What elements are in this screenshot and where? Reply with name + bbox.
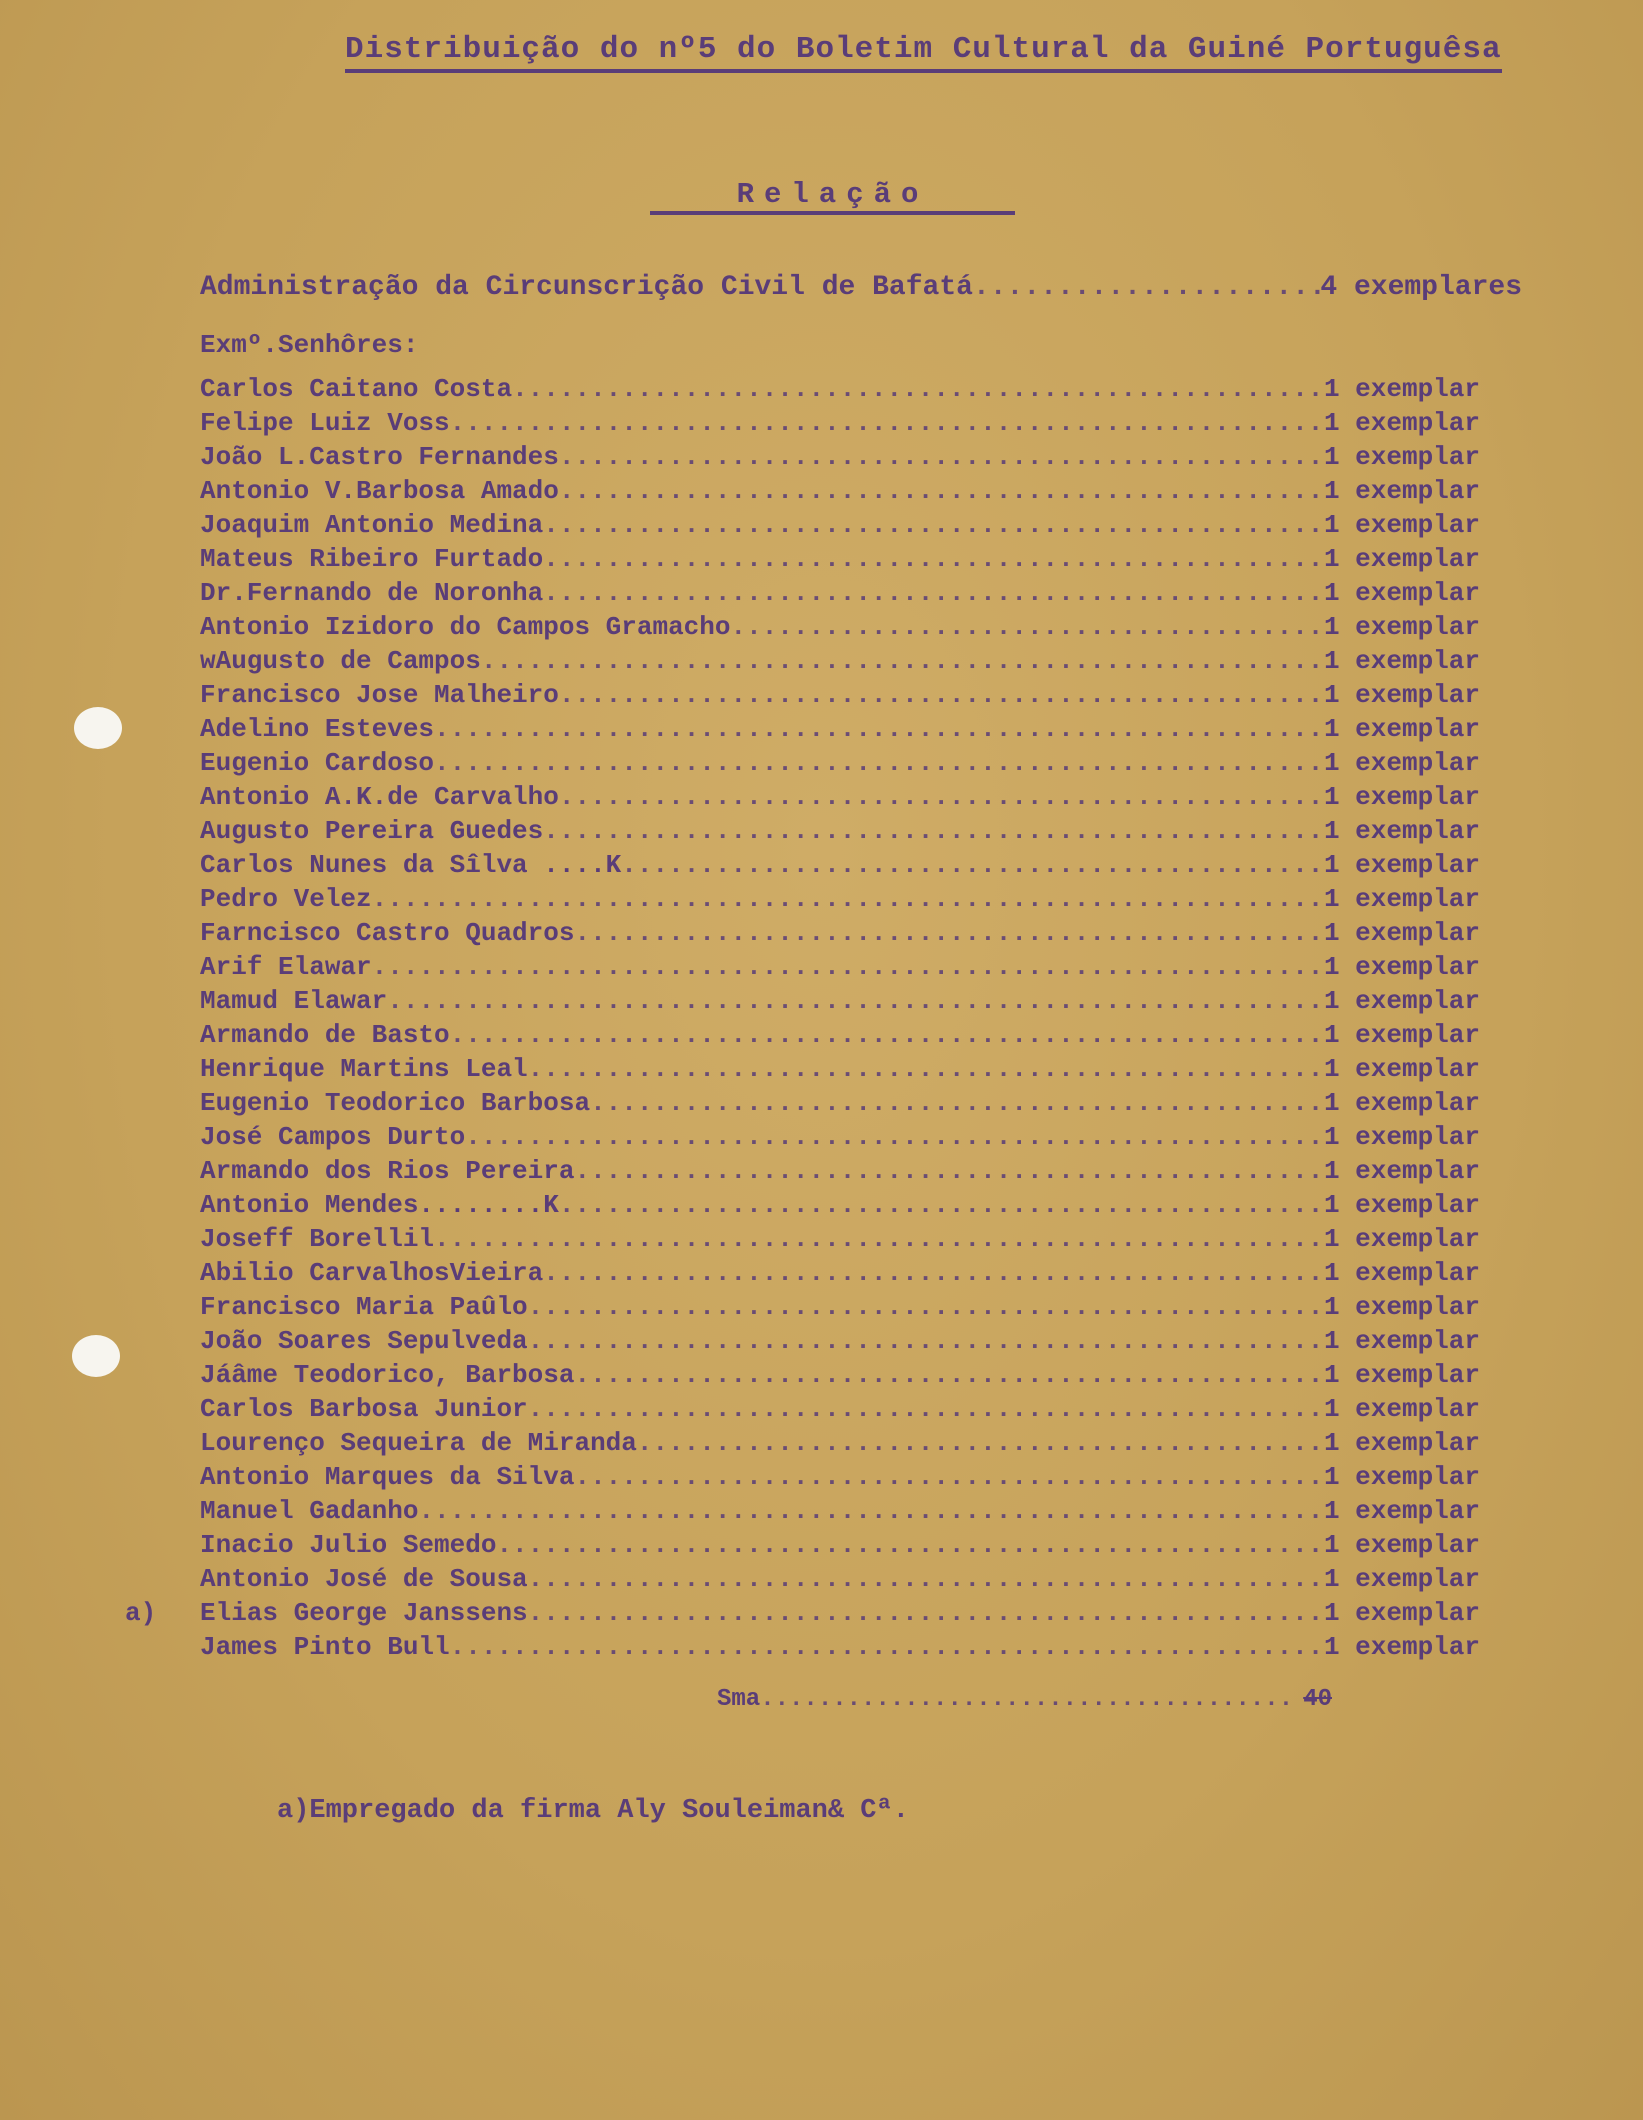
list-item — [200, 476, 1480, 510]
recipient-qty: 1 exemplar — [1323, 1564, 1480, 1594]
recipient-qty: 1 exemplar — [1323, 1122, 1480, 1152]
dot-leader — [543, 1258, 1324, 1288]
recipient-qty: 1 exemplar — [1323, 510, 1480, 540]
list-item — [200, 1360, 1480, 1394]
recipient-list — [125, 374, 1480, 1666]
dot-leader — [559, 1190, 1324, 1220]
recipient-qty: 1 exemplar — [1323, 1020, 1480, 1050]
dot-leader — [528, 1326, 1324, 1356]
list-item — [200, 1394, 1480, 1428]
dot-leader — [450, 1632, 1324, 1662]
recipient-qty: 1 exemplar — [1323, 748, 1480, 778]
recipient-name: Armando de Basto — [200, 1020, 450, 1050]
recipient-qty: 1 exemplar — [1323, 646, 1480, 676]
sum-line — [717, 1686, 1332, 1713]
list-item — [200, 442, 1480, 476]
dot-leader — [574, 1156, 1324, 1186]
dot-leader — [559, 442, 1324, 472]
document-header: Distribuição do nº5 do Boletim Cultural da Guiné Portuguêsa — [345, 32, 1502, 73]
recipient-qty: 1 exemplar — [1323, 1496, 1480, 1526]
list-item — [200, 1258, 1480, 1292]
dot-leader — [559, 680, 1324, 710]
recipient-name: Carlos Nunes da Sîlva ....K — [200, 850, 622, 880]
list-item — [200, 1428, 1480, 1462]
recipient-name: Mateus Ribeiro Furtado — [200, 544, 544, 574]
recipient-qty: 1 exemplar — [1323, 1156, 1480, 1186]
list-item — [200, 1326, 1480, 1360]
list-item — [200, 1462, 1480, 1496]
recipient-name: Eugenio Teodorico Barbosa — [200, 1088, 591, 1118]
recipient-qty: 1 exemplar — [1323, 442, 1480, 472]
document-title: Relação — [650, 178, 1015, 215]
list-item — [200, 1122, 1480, 1156]
recipient-name: Arif Elawar — [200, 952, 372, 982]
recipient-qty: 1 exemplar — [1323, 1360, 1480, 1390]
list-item — [200, 748, 1480, 782]
list-item — [200, 680, 1480, 714]
list-item — [200, 646, 1480, 680]
list-item — [200, 1088, 1480, 1122]
recipient-name: Joaquim Antonio Medina — [200, 510, 544, 540]
dot-leader — [372, 952, 1324, 982]
list-item — [200, 918, 1480, 952]
recipient-name: Felipe Luiz Voss — [200, 408, 450, 438]
dot-leader — [731, 612, 1324, 642]
list-item — [200, 1292, 1480, 1326]
dot-leader — [418, 1496, 1324, 1526]
recipient-name: Armando dos Rios Pereira — [200, 1156, 575, 1186]
recipient-name: João Soares Sepulveda — [200, 1326, 528, 1356]
recipient-name: Inacio Julio Semedo — [200, 1530, 497, 1560]
list-item — [200, 612, 1480, 646]
recipient-name: Lourenço Sequeira de Miranda — [200, 1428, 637, 1458]
dot-leader — [372, 884, 1324, 914]
recipient-qty: 1 exemplar — [1323, 850, 1480, 880]
dot-leader — [528, 1054, 1324, 1084]
recipient-name: Abilio CarvalhosVieira — [200, 1258, 544, 1288]
dot-leader — [434, 1224, 1324, 1254]
dot-leader — [528, 1292, 1324, 1322]
recipient-qty: 1 exemplar — [1323, 952, 1480, 982]
dot-leader — [481, 646, 1324, 676]
list-item — [200, 952, 1480, 986]
recipient-qty: 1 exemplar — [1323, 1394, 1480, 1424]
recipient-qty: 1 exemplar — [1323, 1292, 1480, 1322]
dot-leader — [574, 1360, 1324, 1390]
recipient-name: João L.Castro Fernandes — [200, 442, 559, 472]
list-item — [200, 1496, 1480, 1530]
recipient-qty: 1 exemplar — [1323, 816, 1480, 846]
dot-leader — [621, 850, 1324, 880]
recipient-qty: 1 exemplar — [1323, 1530, 1480, 1560]
dot-leader — [434, 714, 1324, 744]
dot-leader — [543, 544, 1324, 574]
dot-leader — [528, 1598, 1324, 1628]
recipient-name: Henrique Martins Leal — [200, 1054, 528, 1084]
sum-value: 40 — [1303, 1686, 1332, 1713]
recipient-qty: 1 exemplar — [1323, 782, 1480, 812]
dot-leader — [760, 1686, 1289, 1713]
recipient-qty: 1 exemplar — [1323, 1088, 1480, 1118]
list-item — [200, 816, 1480, 850]
dot-leader — [574, 1462, 1324, 1492]
recipient-name: Dr.Fernando de Noronha — [200, 578, 544, 608]
recipient-name: Carlos Barbosa Junior — [200, 1394, 528, 1424]
recipient-name: Antonio Marques da Silva — [200, 1462, 575, 1492]
list-item — [200, 850, 1480, 884]
dot-leader — [387, 986, 1324, 1016]
recipient-name: Adelino Esteves — [200, 714, 435, 744]
recipient-name: Manuel Gadanho — [200, 1496, 419, 1526]
dot-leader — [465, 1122, 1324, 1152]
dot-leader — [528, 1394, 1324, 1424]
list-item — [200, 1156, 1480, 1190]
recipient-name: Pedro Velez — [200, 884, 372, 914]
recipient-name: Mamud Elawar — [200, 986, 388, 1016]
recipient-qty: 1 exemplar — [1323, 408, 1480, 438]
list-item — [200, 374, 1480, 408]
recipient-qty: 1 exemplar — [1323, 374, 1480, 404]
list-item — [200, 1530, 1480, 1564]
list-item — [125, 1598, 1480, 1632]
dot-leader — [590, 1088, 1324, 1118]
recipient-name: Elias George Janssens — [200, 1598, 528, 1628]
recipient-name: Francisco Jose Malheiro — [200, 680, 559, 710]
list-item — [200, 1564, 1480, 1598]
punch-hole — [72, 1335, 120, 1377]
list-item — [200, 1190, 1480, 1224]
dot-leader — [450, 408, 1324, 438]
recipient-name: Antonio José de Sousa — [200, 1564, 528, 1594]
list-item — [200, 544, 1480, 578]
list-item — [200, 1054, 1480, 1088]
recipient-qty: 1 exemplar — [1323, 1258, 1480, 1288]
recipient-qty: 1 exemplar — [1323, 1224, 1480, 1254]
recipient-qty: 1 exemplar — [1323, 1632, 1480, 1662]
footnote-mark: a) — [125, 1598, 157, 1628]
recipient-qty: 1 exemplar — [1323, 1598, 1480, 1628]
admin-qty: 4 exemplares — [1320, 272, 1522, 303]
list-item — [200, 782, 1480, 816]
recipient-qty: 1 exemplar — [1323, 680, 1480, 710]
recipient-name: wAugusto de Campos — [200, 646, 481, 676]
list-item — [200, 510, 1480, 544]
dot-leader — [450, 1020, 1324, 1050]
greeting: Exmº.Senhôres: — [200, 330, 419, 360]
dot-leader — [512, 374, 1324, 404]
recipient-qty: 1 exemplar — [1323, 612, 1480, 642]
recipient-name: Carlos Caitano Costa — [200, 374, 513, 404]
dot-leader — [543, 510, 1324, 540]
recipient-qty: 1 exemplar — [1323, 544, 1480, 574]
recipient-qty: 1 exemplar — [1323, 1190, 1480, 1220]
footnote: a)Empregado da firma Aly Souleiman& Cª. — [277, 1796, 909, 1826]
list-item — [200, 408, 1480, 442]
sum-label: Sma — [717, 1686, 761, 1713]
recipient-name: Eugenio Cardoso — [200, 748, 435, 778]
list-item — [200, 1020, 1480, 1054]
recipient-name: James Pinto Bull — [200, 1632, 450, 1662]
recipient-name: Antonio Izidoro do Campos Gramacho — [200, 612, 731, 642]
recipient-name: Jáâme Teodorico, Barbosa — [200, 1360, 575, 1390]
recipient-name: Augusto Pereira Guedes — [200, 816, 544, 846]
recipient-qty: 1 exemplar — [1323, 1054, 1480, 1084]
recipient-name: Antonio V.Barbosa Amado — [200, 476, 559, 506]
dot-leader — [434, 748, 1324, 778]
list-item — [200, 714, 1480, 748]
admin-line — [200, 272, 1522, 303]
list-item — [200, 1224, 1480, 1258]
recipient-qty: 1 exemplar — [1323, 578, 1480, 608]
admin-name: Administração da Circunscrição Civil de Bafatá — [200, 272, 973, 303]
list-item — [200, 1632, 1480, 1666]
recipient-name: José Campos Durto — [200, 1122, 466, 1152]
recipient-name: Joseff Borellil — [200, 1224, 435, 1254]
dot-leader — [496, 1530, 1324, 1560]
dot-leader — [637, 1428, 1324, 1458]
recipient-name: Antonio A.K.de Carvalho — [200, 782, 559, 812]
dot-leader — [528, 1564, 1324, 1594]
recipient-qty: 1 exemplar — [1323, 918, 1480, 948]
list-item — [200, 578, 1480, 612]
recipient-qty: 1 exemplar — [1323, 476, 1480, 506]
recipient-qty: 1 exemplar — [1323, 1326, 1480, 1356]
recipient-name: Francisco Maria Paûlo — [200, 1292, 528, 1322]
recipient-name: Farncisco Castro Quadros — [200, 918, 575, 948]
list-item — [200, 884, 1480, 918]
recipient-qty: 1 exemplar — [1323, 986, 1480, 1016]
recipient-name: Antonio Mendes........K — [200, 1190, 559, 1220]
punch-hole — [74, 707, 122, 749]
dot-leader — [973, 272, 1320, 303]
recipient-qty: 1 exemplar — [1323, 714, 1480, 744]
dot-leader — [543, 578, 1324, 608]
list-item — [200, 986, 1480, 1020]
dot-leader — [559, 476, 1324, 506]
recipient-qty: 1 exemplar — [1323, 1462, 1480, 1492]
recipient-qty: 1 exemplar — [1323, 1428, 1480, 1458]
recipient-qty: 1 exemplar — [1323, 884, 1480, 914]
dot-leader — [543, 816, 1324, 846]
dot-leader — [559, 782, 1324, 812]
dot-leader — [574, 918, 1324, 948]
